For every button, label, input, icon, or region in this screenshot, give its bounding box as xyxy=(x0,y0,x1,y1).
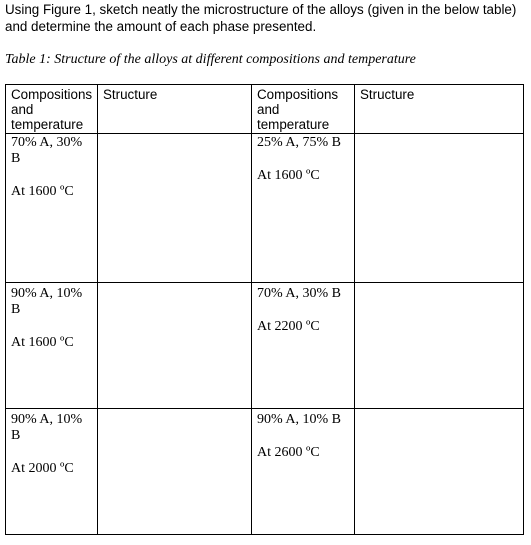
table-row xyxy=(6,134,524,283)
header-structure-right xyxy=(355,85,524,134)
composition-cell xyxy=(6,134,98,283)
composition-text: 90% A, 10% B xyxy=(11,412,83,443)
table-header-row xyxy=(6,85,524,134)
structure-sketch-cell[interactable] xyxy=(98,409,252,535)
alloy-structure-table xyxy=(5,84,524,535)
temperature-text: At 2600 ºC xyxy=(257,445,320,460)
composition-text: 70% A, 30% B xyxy=(257,286,341,301)
structure-sketch-cell[interactable] xyxy=(355,283,524,409)
table-row xyxy=(6,409,524,535)
composition-text: 25% A, 75% B xyxy=(257,135,341,150)
table-row xyxy=(6,283,524,409)
structure-sketch-cell[interactable] xyxy=(98,134,252,283)
composition-text: 90% A, 10% B xyxy=(11,286,83,317)
temperature-text: At 1600 ºC xyxy=(11,335,74,350)
composition-cell xyxy=(6,283,98,409)
header-label: Compositions and temperature xyxy=(11,87,93,132)
instructions-text: Using Figure 1, sketch neatly the microstructure of the alloys (given in the below table) and determine the amount of each phase presented. xyxy=(5,2,517,34)
table-caption: Table 1: Structure of the alloys at different compositions and temperature xyxy=(5,52,416,67)
structure-sketch-cell[interactable] xyxy=(355,134,524,283)
composition-cell xyxy=(252,283,355,409)
composition-text: 70% A, 30% B xyxy=(11,135,83,166)
composition-cell xyxy=(252,409,355,535)
composition-text: 90% A, 10% B xyxy=(257,412,341,427)
temperature-text: At 1600 ºC xyxy=(257,168,320,183)
header-compositions-left xyxy=(6,85,98,134)
header-compositions-right xyxy=(252,85,355,134)
temperature-text: At 1600 ºC xyxy=(11,184,74,199)
structure-sketch-cell[interactable] xyxy=(98,283,252,409)
header-label: Structure xyxy=(103,87,158,102)
temperature-text: At 2200 ºC xyxy=(257,319,320,334)
header-label: Structure xyxy=(360,87,415,102)
header-structure-left xyxy=(98,85,252,134)
composition-cell xyxy=(6,409,98,535)
header-label: Compositions and temperature xyxy=(257,87,339,132)
structure-sketch-cell[interactable] xyxy=(355,409,524,535)
temperature-text: At 2000 ºC xyxy=(11,461,74,476)
composition-cell xyxy=(252,134,355,283)
